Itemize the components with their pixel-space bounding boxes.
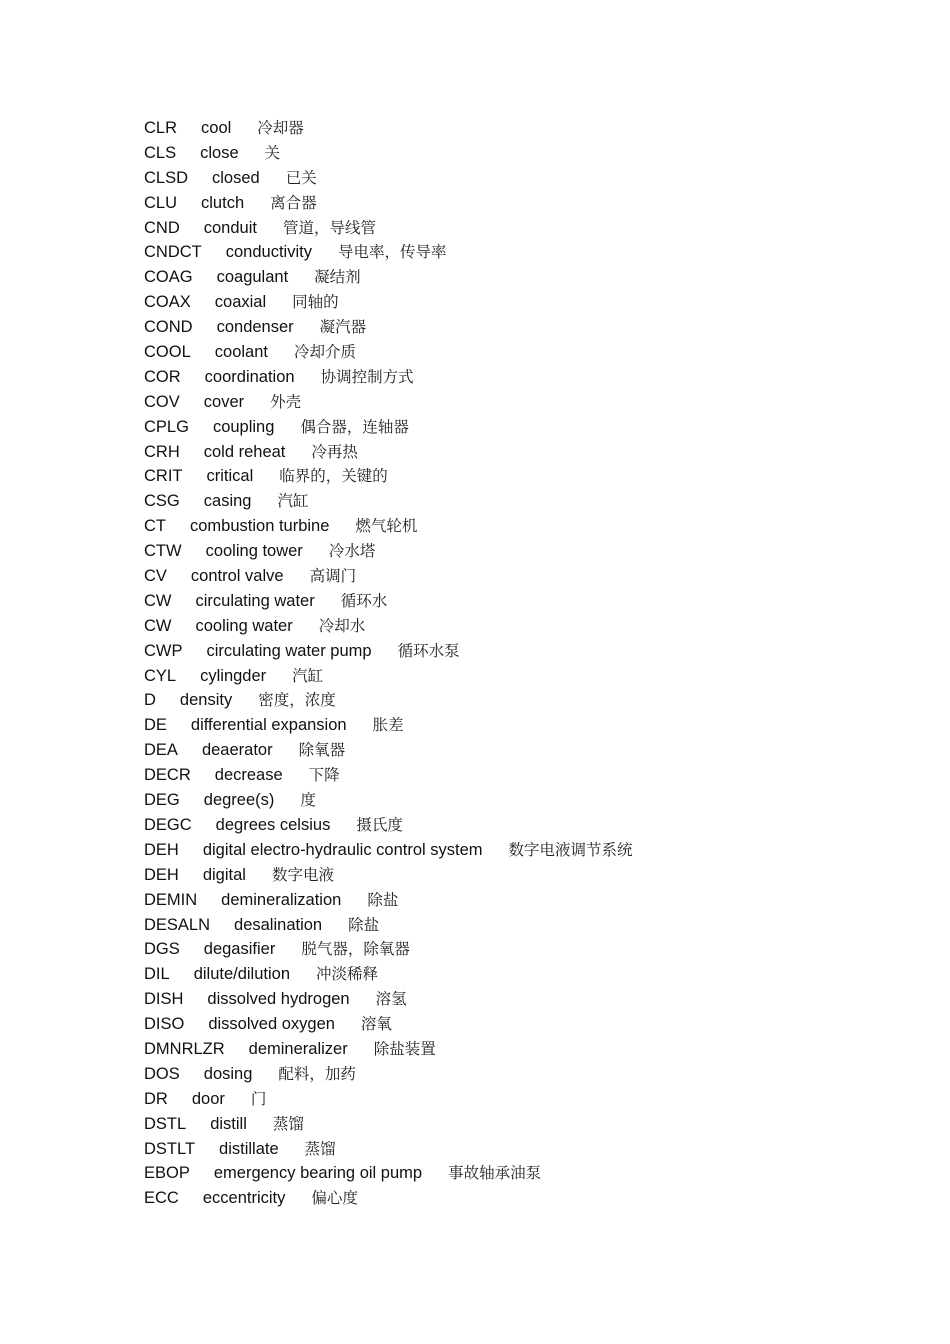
entry-english-term: digital [202, 865, 246, 884]
glossary-entry [144, 888, 924, 913]
glossary-entry [144, 464, 924, 489]
entry-english-term: close [200, 143, 239, 162]
entry-chinese-translation: 除盐 [367, 890, 399, 909]
entry-abbreviation: DEMIN [144, 890, 198, 909]
glossary-entry [144, 937, 924, 962]
entry-abbreviation: DR [144, 1089, 168, 1108]
entry-chinese-translation: 度 [300, 791, 316, 810]
entry-english-term: coagulant [216, 268, 289, 287]
entry-chinese-translation: 密度，浓度 [258, 691, 336, 710]
glossary-entry [144, 489, 924, 514]
entry-english-term: cooling tower [205, 542, 303, 561]
entry-english-term: differential expansion [190, 716, 347, 735]
entry-english-term: cool [201, 119, 232, 137]
entry-abbreviation: DEA [144, 741, 178, 760]
entry-english-term: desalination [234, 915, 323, 934]
entry-abbreviation: DGS [144, 940, 180, 959]
entry-chinese-translation: 协调控制方式 [320, 367, 414, 386]
entry-chinese-translation: 管道，导线管 [282, 218, 376, 237]
entry-chinese-translation: 凝结剂 [314, 268, 361, 287]
entry-english-term: dilute/dilution [193, 965, 291, 984]
glossary-entry [144, 191, 924, 216]
entry-abbreviation: CRIT [144, 467, 183, 486]
entry-english-term: combustion turbine [190, 517, 330, 536]
entry-english-term: circulating water pump [206, 641, 372, 660]
entry-chinese-translation: 偏心度 [311, 1189, 358, 1208]
entry-english-term: demineralizer [248, 1039, 348, 1058]
glossary-entry [144, 390, 924, 415]
entry-abbreviation: CV [144, 567, 167, 586]
glossary-entry [144, 315, 924, 340]
glossary-entry [144, 340, 924, 365]
entry-english-term: cylingder [200, 666, 267, 685]
entry-english-term: digital electro-hydraulic control system [202, 840, 483, 859]
entry-chinese-translation: 凝汽器 [319, 318, 367, 337]
glossary-entry [144, 1087, 924, 1112]
entry-chinese-translation: 汽缸 [277, 492, 309, 511]
entry-english-term: critical [206, 467, 254, 486]
entry-chinese-translation: 循环水泵 [397, 641, 460, 660]
glossary-entry [144, 863, 924, 888]
entry-english-term: coupling [212, 417, 275, 436]
entry-abbreviation: CNDCT [144, 243, 202, 262]
entry-chinese-translation: 同轴的 [292, 293, 339, 312]
entry-abbreviation: CWP [144, 641, 183, 660]
glossary-entry [144, 962, 924, 987]
glossary-entry [144, 813, 924, 838]
entry-english-term: distillate [219, 1139, 279, 1158]
glossary-entry [144, 589, 924, 614]
entry-abbreviation: CT [144, 517, 166, 536]
glossary-entry [144, 514, 924, 539]
entry-chinese-translation: 高调门 [309, 567, 357, 586]
entry-chinese-translation: 门 [250, 1089, 267, 1108]
entry-english-term: degree(s) [203, 791, 275, 810]
entry-abbreviation: CSG [144, 492, 180, 511]
glossary-entry [144, 440, 924, 465]
entry-english-term: degrees celsius [215, 815, 331, 834]
entry-chinese-translation: 冷再热 [311, 442, 358, 461]
entry-english-term: density [179, 691, 233, 710]
entry-chinese-translation: 溶氢 [375, 990, 407, 1009]
entry-english-term: cold reheat [203, 442, 286, 461]
glossary-entry [144, 688, 924, 713]
entry-abbreviation: DISO [144, 1015, 185, 1034]
entry-abbreviation: DISH [144, 990, 184, 1009]
entry-chinese-translation: 冷却器 [257, 119, 304, 137]
entry-chinese-translation: 配料，加药 [278, 1064, 356, 1083]
entry-chinese-translation: 关 [264, 143, 281, 162]
entry-chinese-translation: 事故轴承油泵 [448, 1164, 542, 1183]
entry-abbreviation: DMNRLZR [144, 1039, 225, 1058]
glossary-entry [144, 913, 924, 938]
entry-abbreviation: COR [144, 367, 181, 386]
entry-english-term: deaerator [201, 741, 273, 760]
entry-chinese-translation: 离合器 [270, 193, 317, 212]
entry-chinese-translation: 除盐装置 [373, 1039, 436, 1058]
entry-chinese-translation: 燃气轮机 [355, 517, 418, 536]
entry-abbreviation: DE [144, 716, 167, 735]
glossary-entry [144, 216, 924, 241]
entry-chinese-translation: 胀差 [372, 716, 404, 735]
entry-english-term: emergency bearing oil pump [213, 1164, 423, 1183]
glossary-entry [144, 763, 924, 788]
entry-abbreviation: CND [144, 218, 180, 237]
entry-abbreviation: DSTLT [144, 1139, 196, 1158]
glossary-entry [144, 141, 924, 166]
glossary-entry [144, 838, 924, 863]
glossary-entry [144, 713, 924, 738]
entry-chinese-translation: 数字电液调节系统 [508, 840, 633, 859]
entry-abbreviation: DESALN [144, 915, 211, 934]
glossary-entry [144, 116, 924, 141]
entry-english-term: eccentricity [202, 1189, 286, 1208]
entry-english-term: circulating water [195, 591, 315, 610]
glossary-entry [144, 788, 924, 813]
entry-english-term: dissolved hydrogen [207, 990, 350, 1009]
entry-english-term: coolant [214, 343, 268, 362]
entry-abbreviation: CW [144, 616, 172, 635]
glossary-entry [144, 1186, 924, 1211]
entry-abbreviation: COAX [144, 293, 191, 312]
glossary-entry [144, 1161, 924, 1186]
entry-english-term: conductivity [225, 243, 312, 262]
glossary-entry [144, 290, 924, 315]
entry-english-term: conduit [203, 218, 257, 237]
entry-abbreviation: DEH [144, 865, 179, 884]
entry-abbreviation: DEGC [144, 815, 192, 834]
entry-english-term: dosing [203, 1064, 253, 1083]
glossary-entry [144, 738, 924, 763]
entry-chinese-translation: 循环水 [340, 591, 388, 610]
entry-chinese-translation: 临界的，关键的 [279, 467, 388, 486]
entry-chinese-translation: 下降 [308, 766, 340, 785]
entry-abbreviation: D [144, 691, 156, 710]
glossary-entry [144, 166, 924, 191]
entry-chinese-translation: 外壳 [270, 392, 302, 411]
entry-abbreviation: ECC [144, 1189, 179, 1208]
entry-chinese-translation: 汽缸 [292, 666, 324, 685]
entry-abbreviation: CLR [144, 119, 178, 137]
entry-chinese-translation: 除盐 [348, 915, 380, 934]
entry-abbreviation: CYL [144, 666, 177, 685]
entry-english-term: control valve [190, 567, 284, 586]
glossary-entry [144, 614, 924, 639]
glossary-entry [144, 564, 924, 589]
entry-english-term: clutch [201, 193, 245, 212]
entry-chinese-translation: 冲淡稀释 [316, 965, 379, 984]
entry-english-term: cover [203, 392, 245, 411]
entry-abbreviation: COND [144, 318, 193, 337]
entry-chinese-translation: 蒸馏 [304, 1139, 336, 1158]
glossary-entry [144, 1062, 924, 1087]
glossary-entry [144, 1137, 924, 1162]
entry-english-term: degasifier [203, 940, 276, 959]
entry-english-term: cooling water [195, 616, 293, 635]
entry-chinese-translation: 脱气器，除氧器 [301, 940, 410, 959]
entry-english-term: demineralization [221, 890, 342, 909]
entry-chinese-translation: 导电率，传导率 [337, 243, 447, 262]
glossary-entry [144, 415, 924, 440]
entry-abbreviation: COAG [144, 268, 193, 287]
entry-chinese-translation: 摄氏度 [356, 815, 403, 834]
glossary-entry [144, 265, 924, 290]
entry-chinese-translation: 已关 [285, 168, 317, 187]
entry-english-term: coordination [204, 367, 295, 386]
glossary-entry [144, 1012, 924, 1037]
entry-abbreviation: CRH [144, 442, 180, 461]
entry-chinese-translation: 冷水塔 [328, 542, 376, 561]
entry-english-term: door [191, 1089, 225, 1108]
entry-chinese-translation: 偶合器，连轴器 [300, 417, 409, 436]
glossary-entry [144, 1037, 924, 1062]
glossary-entry [144, 539, 924, 564]
entry-chinese-translation: 数字电液 [271, 865, 334, 884]
entry-abbreviation: CTW [144, 542, 182, 561]
entry-english-term: decrease [214, 766, 283, 785]
entry-abbreviation: CLSD [144, 168, 189, 187]
entry-abbreviation: EBOP [144, 1164, 190, 1183]
entry-english-term: distill [210, 1114, 247, 1133]
glossary-entry [144, 987, 924, 1012]
entry-abbreviation: COOL [144, 343, 191, 362]
entry-english-term: condenser [216, 318, 294, 337]
entry-chinese-translation: 冷却介质 [293, 343, 356, 362]
entry-chinese-translation: 溶氧 [360, 1015, 392, 1034]
glossary-entry [144, 240, 924, 265]
entry-english-term: coaxial [214, 293, 267, 312]
entry-abbreviation: CLS [144, 143, 177, 162]
entry-abbreviation: CLU [144, 193, 178, 212]
entry-abbreviation: DSTL [144, 1114, 187, 1133]
entry-chinese-translation: 冷却水 [318, 616, 366, 635]
glossary-entry [144, 639, 924, 664]
entry-abbreviation: COV [144, 392, 180, 411]
glossary-entry [144, 365, 924, 390]
entry-chinese-translation: 除氧器 [298, 741, 346, 760]
glossary-entry [144, 664, 924, 689]
entry-english-term: closed [212, 168, 260, 187]
entry-abbreviation: DEG [144, 791, 180, 810]
entry-chinese-translation: 蒸馏 [272, 1114, 304, 1133]
entry-english-term: casing [203, 492, 252, 511]
entry-abbreviation: CPLG [144, 417, 189, 436]
entry-abbreviation: DECR [144, 766, 191, 785]
entry-abbreviation: CW [144, 591, 172, 610]
abbreviation-list [144, 116, 924, 1211]
glossary-entry [144, 1112, 924, 1137]
entry-abbreviation: DEH [144, 840, 179, 859]
entry-abbreviation: DOS [144, 1064, 180, 1083]
entry-english-term: dissolved oxygen [208, 1015, 335, 1034]
entry-abbreviation: DIL [144, 965, 170, 984]
